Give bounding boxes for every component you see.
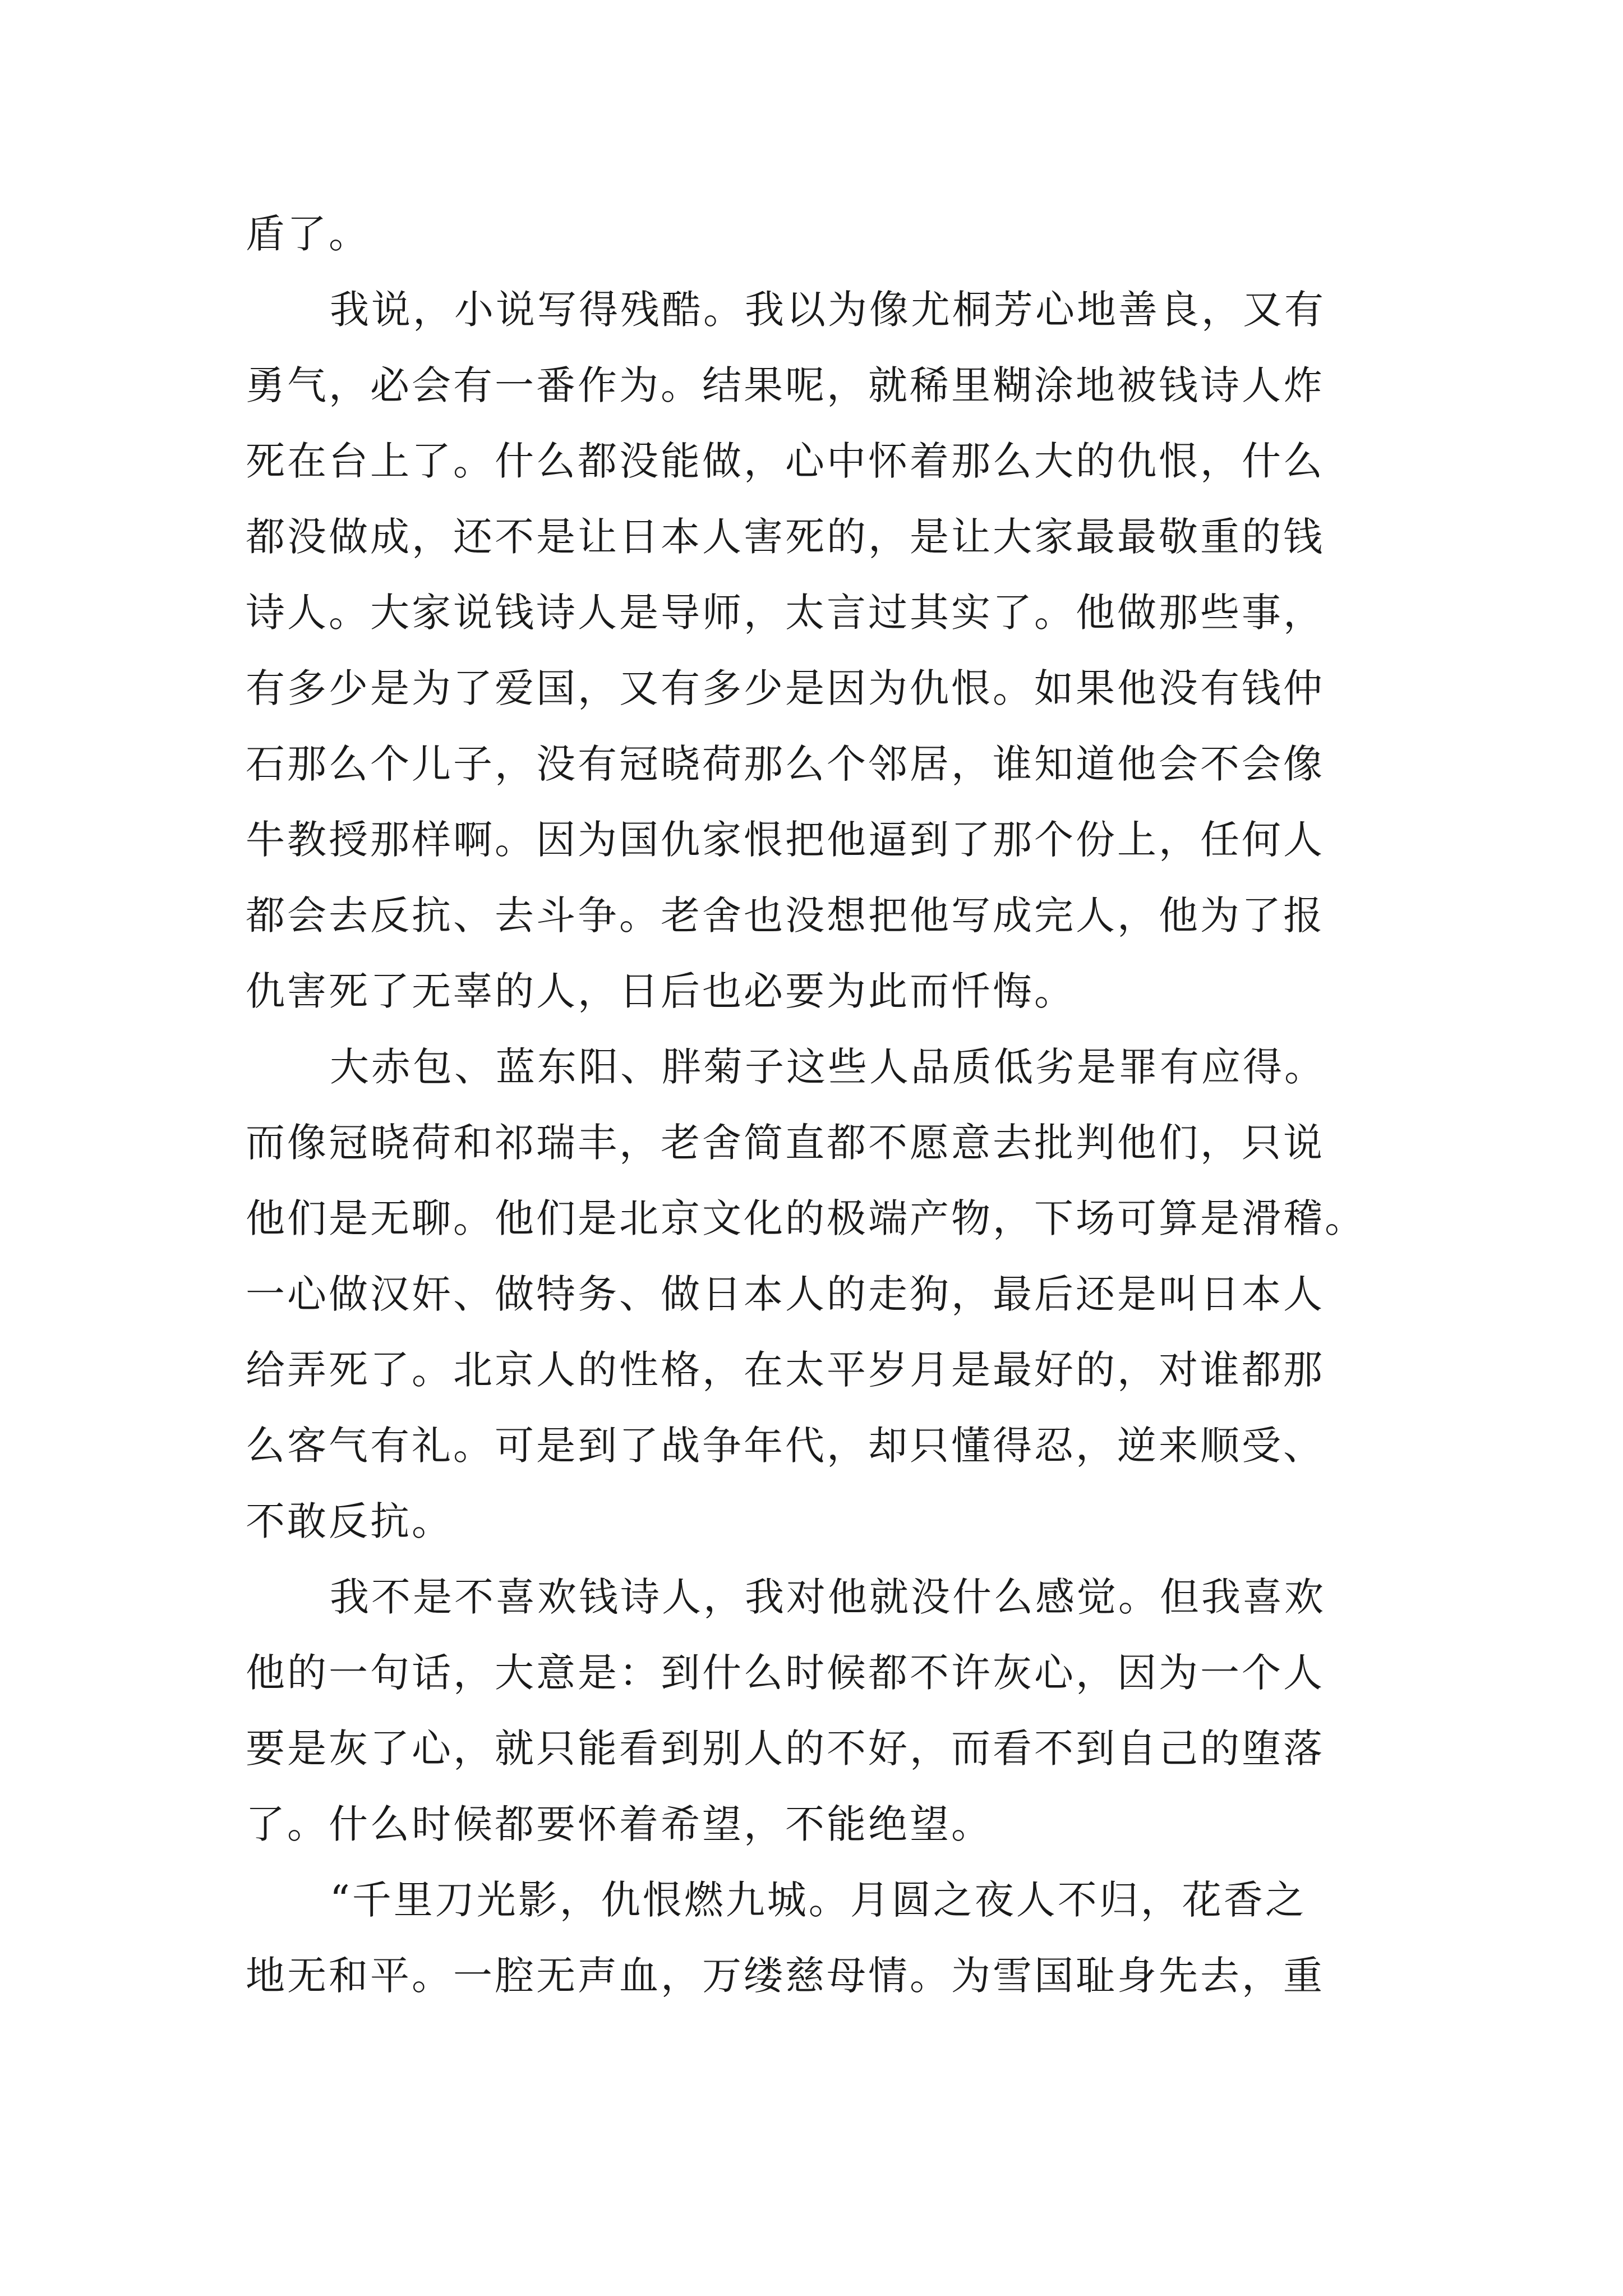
- text-line: 牛教授那样啊。因为国仇家恨把他逼到了那个份上，任何人: [246, 817, 1325, 863]
- text-line: 给弄死了。北京人的性格，在太平岁月是最好的，对谁都那: [246, 1347, 1325, 1393]
- text-line: 死在台上了。什么都没能做，心中怀着那么大的仇恨，什么: [246, 438, 1325, 484]
- text-line: 他的一句话，大意是：到什么时候都不许灰心，因为一个人: [246, 1650, 1325, 1696]
- text-line: 一心做汉奸、做特务、做日本人的走狗，最后还是叫日本人: [246, 1271, 1325, 1317]
- text-line: 仇害死了无辜的人，日后也必要为此而忏悔。: [246, 968, 1076, 1014]
- text-line: 了。什么时候都要怀着希望，不能绝望。: [246, 1801, 993, 1847]
- text-line: 诗人。大家说钱诗人是导师，太言过其实了。他做那些事，: [246, 590, 1325, 636]
- text-line: 有多少是为了爱国，又有多少是因为仇恨。如果他没有钱仲: [246, 665, 1325, 711]
- text-line: 他们是无聊。他们是北京文化的极端产物，下场可算是滑稽。: [246, 1195, 1366, 1241]
- text-line: 我不是不喜欢钱诗人，我对他就没什么感觉。但我喜欢: [330, 1574, 1326, 1620]
- text-line: 盾了。: [246, 211, 370, 257]
- text-line: 而像冠晓荷和祁瑞丰，老舍简直都不愿意去批判他们，只说: [246, 1120, 1325, 1166]
- text-line: 么客气有礼。可是到了战争年代，却只懂得忍，逆来顺受、: [246, 1423, 1325, 1469]
- text-line: 地无和平。一腔无声血，万缕慈母情。为雪国耻身先去，重: [246, 1953, 1325, 1999]
- text-line: 大赤包、蓝东阳、胖菊子这些人品质低劣是罪有应得。: [330, 1044, 1326, 1090]
- text-line: 我说，小说写得残酷。我以为像尤桐芳心地善良，又有: [330, 287, 1326, 333]
- text-line: 都没做成，还不是让日本人害死的，是让大家最最敬重的钱: [246, 514, 1325, 560]
- body-text: [246, 196, 1393, 2014]
- text-line: 要是灰了心，就只能看到别人的不好，而看不到自己的堕落: [246, 1726, 1325, 1772]
- text-line: 石那么个儿子，没有冠晓荷那么个邻居，谁知道他会不会像: [246, 741, 1325, 787]
- text-line: 勇气，必会有一番作为。结果呢，就稀里糊涂地被钱诗人炸: [246, 362, 1325, 408]
- text-line: 不敢反抗。: [246, 1498, 453, 1544]
- text-line: “千里刀光影，仇恨燃九城。月圆之夜人不归，花香之: [330, 1877, 1307, 1923]
- text-line: 都会去反抗、去斗争。老舍也没想把他写成完人，他为了报: [246, 892, 1325, 938]
